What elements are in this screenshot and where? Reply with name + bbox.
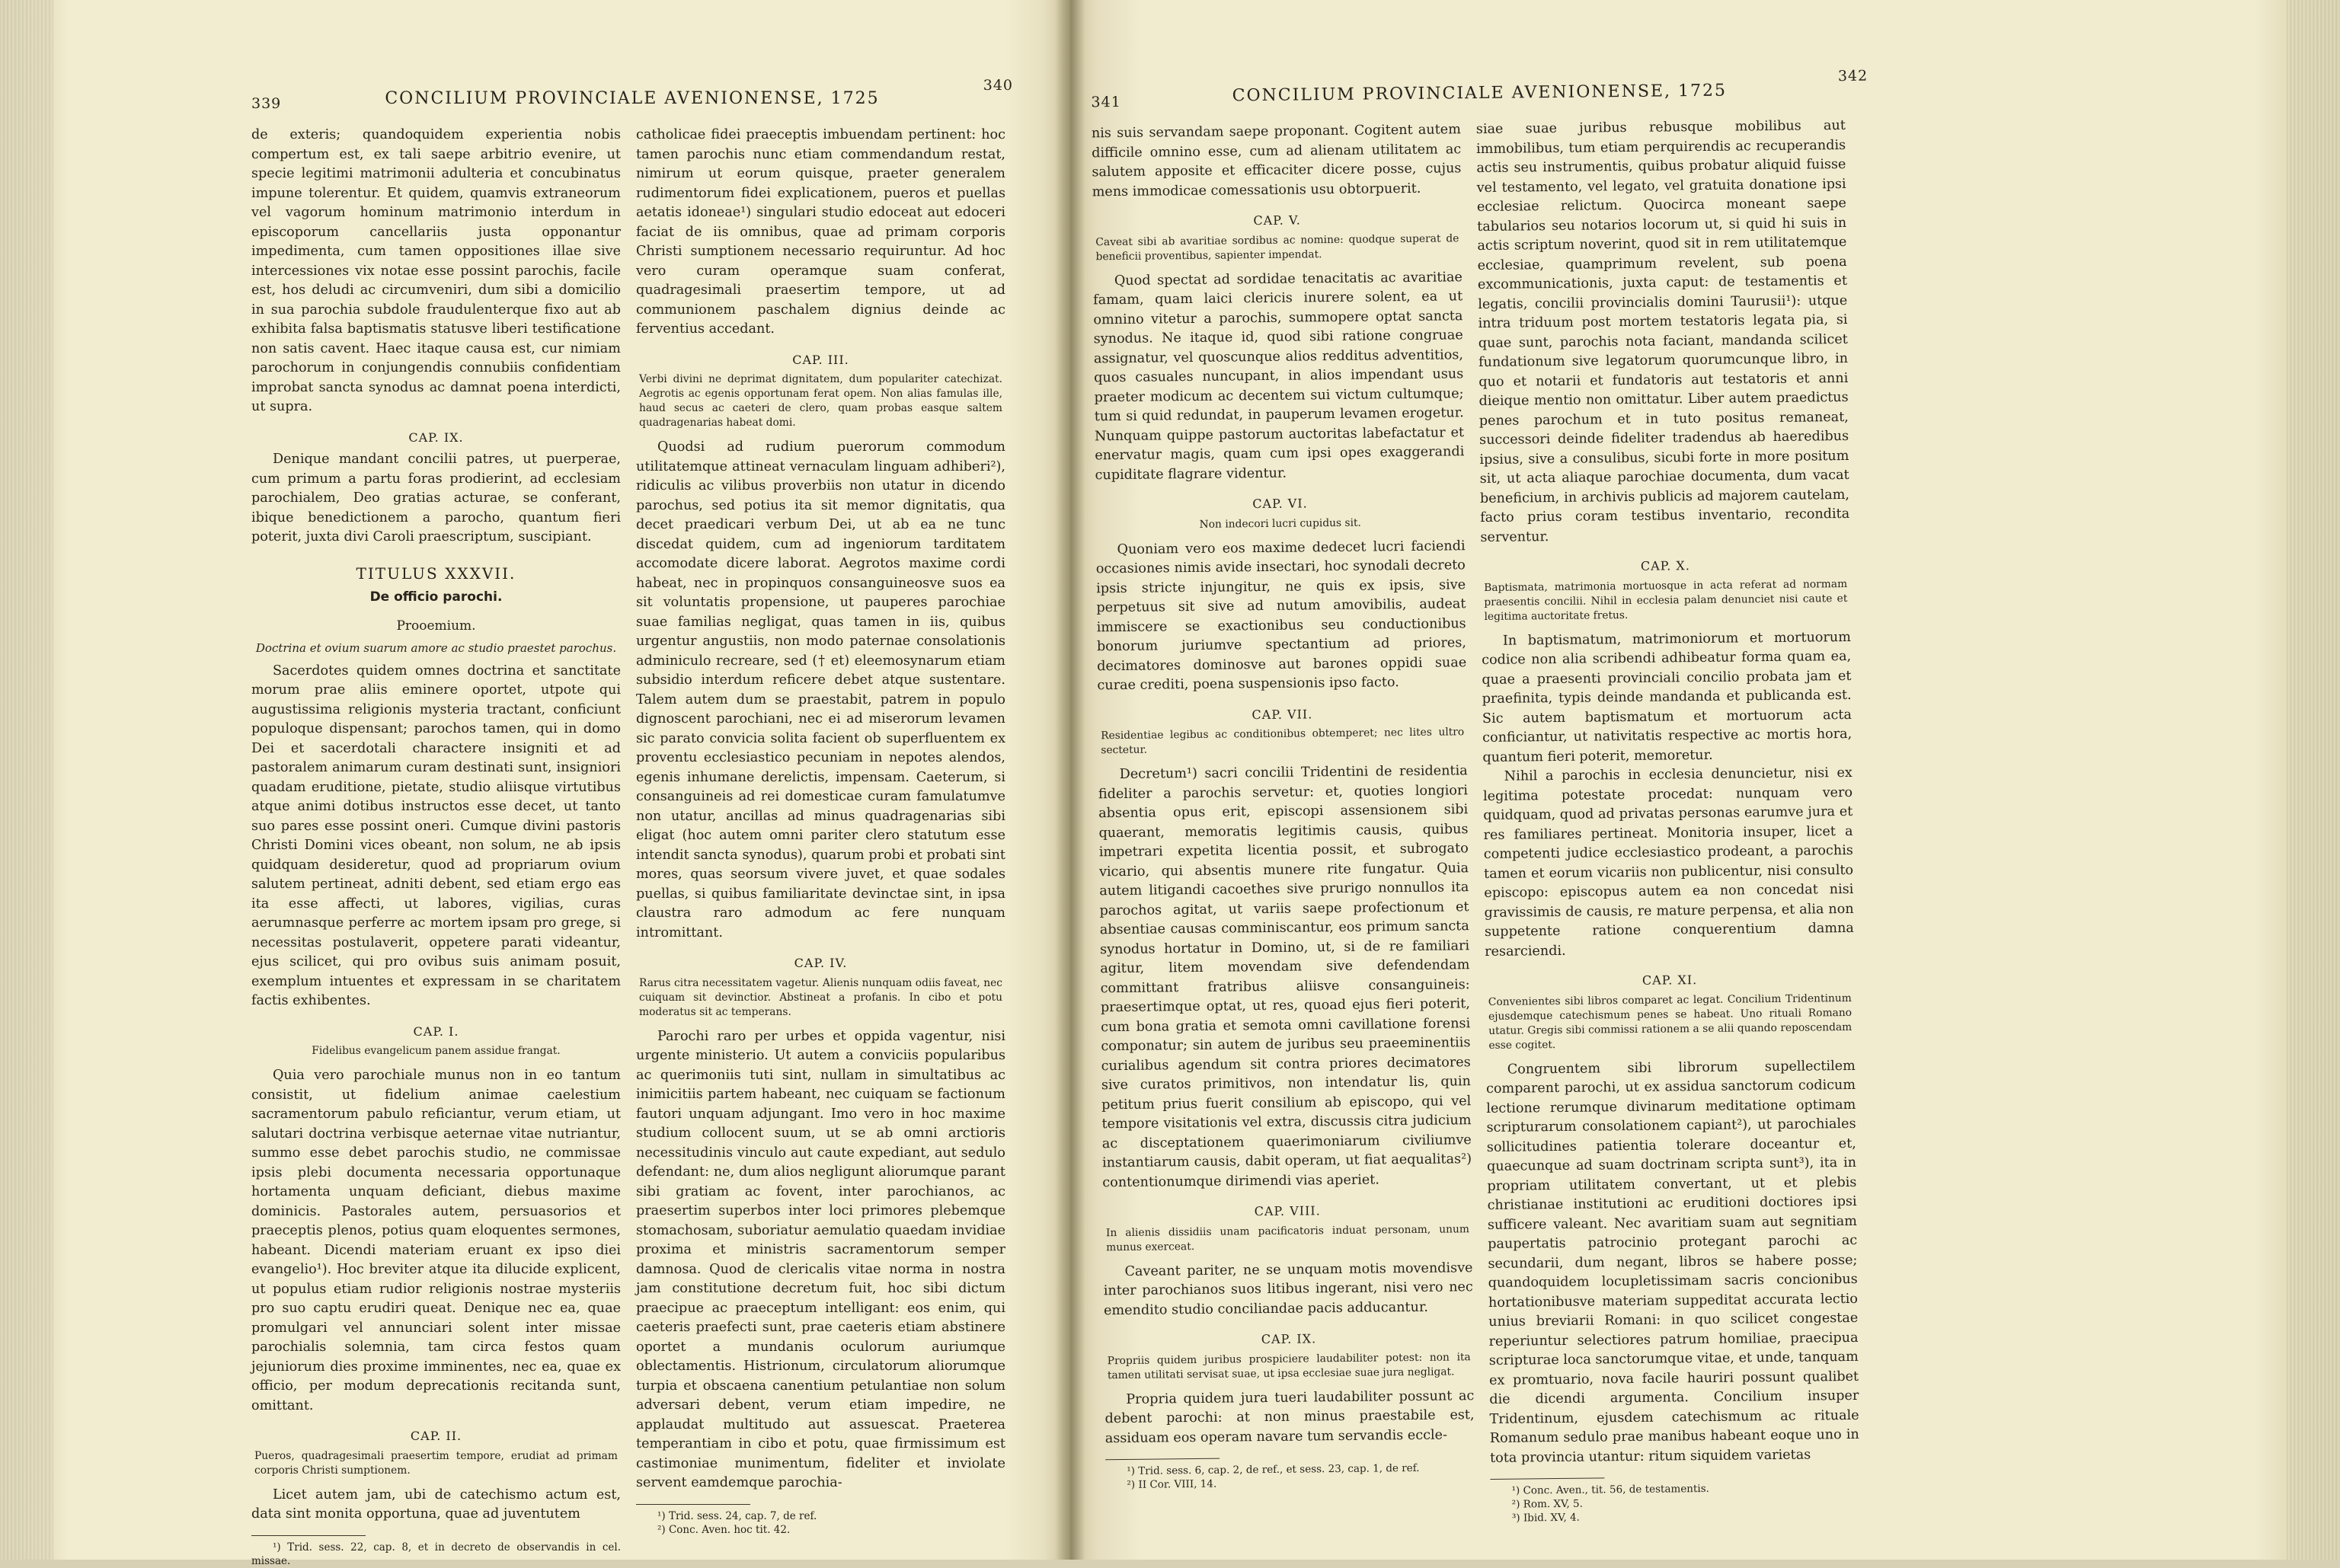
chapter-heading: CAP. I.: [413, 1024, 459, 1039]
page-number: 341: [1091, 93, 1121, 111]
right-page: [1091, 63, 1883, 1525]
chapter-heading: CAP. II.: [410, 1429, 462, 1443]
chapter-summary: Fidelibus evangelicum panem assidue frangat.: [312, 1045, 561, 1057]
prooemium-motto: Doctrina et ovium suarum amore ac studio praestet parochus.: [255, 641, 617, 655]
chapter-heading: CAP. VII.: [1252, 706, 1313, 722]
footnote: ¹) Conc. Aven., tit. 56, de testamentis.: [1511, 1482, 1710, 1497]
chapter-heading: CAP. VI.: [1252, 496, 1308, 512]
chapter-summary: Rarus citra necessitatem vagetur. Alienis nunquam odiis faveat, nec cuiquam sit devinctior. Abstineat a profanis. In cibo et potu moderatus sit ac temperans.: [639, 976, 1002, 1018]
paragraph: de exteris; quandoquidem experientia nobis compertum est, ex tali saepe arbitrio evenire, ut specie legitimi matrimonii adulteria et concubinatus impune tolerentur. Et quidem, quamvis extraneorum vel vagorum hominum matrimonio interdum in episcoporum cancellariis justa opponantur impedimenta, cum tamen oppositiones illae sive intercessiones vix notae esse possint parochis, facile est, hos deludi ac circumveniri, dum sibi a domicilio in sua parochia subdole fraudulenterque fixo aut ab exhibita falsa baptismatis statusve liberi testificatione non satis cavent. Haec itaque causa est, cur nimiam parochorum in conjungendis connubiis confidentiam improbat sancta synodus ac damnat poena interdicti, ut supra.: [251, 127, 621, 414]
footnote-rule: [636, 1504, 750, 1505]
chapter-heading: CAP. X.: [1640, 558, 1690, 573]
paragraph: Sacerdotes quidem omnes doctrina et sanctitate morum prae aliis eminere oportet, utpote qui augustissima religionis mysteria tractant, conficiunt populoque dispensant; parochos tamen, qui in domo Dei et sacerdotali charactere insigniti et ad pastoralem animarum curam destinati sunt, insigniori quadam eruditione, pietate, studio aliisque virtutibus atque animi dotibus instructos esse decet, ut tanto suo pares esse possint oneri. Cumque divini pastoris Christi Domini vices obeant, non solum, ne ab ipsis quidquam desideretur, quod ad propriarum ovium salutem pertineat, adniti debent, sed etiam ergo eas ita esse affecti, ut labores, vigilias, curas aerumnasque perferre ac mortem ipsam pro grege, si necessitas postulaverit, oppetere parati videantur, ejus scilicet, qui pro ovibus suis animam posuit, exemplum intuentes et expressam in se charitatem factis exhibentes.: [251, 663, 621, 1008]
chapter-heading: CAP. V.: [1253, 212, 1301, 228]
footnote: ²) II Cor. VIII, 14.: [1127, 1477, 1217, 1491]
running-head: [1091, 63, 1868, 117]
paragraph: Quoniam vero eos maxime dedecet lucri faciendi occasiones nimis avide insectari, hoc synodali decreto ipsis stricte injungitur, ne quis ex ipsis, sive perpetuus sit sive ad nutum amovibilis, audeat immiscere se exactionibus seu conductionibus bonorum juriumve spectantium ad priores, decimatores dominosve aut barones oppidi suae curae crediti, poena suspensionis ipso facto.: [1095, 538, 1467, 694]
section-subtitle: De officio parochi.: [369, 589, 503, 605]
paragraph: Licet autem jam, ubi de catechismo actum est, data sint monita opportuna, quae ad juventutem: [251, 1487, 621, 1522]
chapter-summary: Baptismata, matrimonia mortuosque in acta referat ad normam praesentis concilii. Nihil in ecclesia palam denunciet nisi caute et legitima auctoritate fretus.: [1484, 577, 1848, 623]
chapter-heading: CAP. III.: [792, 352, 849, 367]
footnote-rule: [1490, 1477, 1604, 1480]
chapter-summary: Propriis quidem juribus prospiciere laudabiliter potest: non ita tamen utilitati servisat suae, ut ipsa ecclesiae suae jura negligat.: [1107, 1350, 1471, 1381]
section-title: TITULUS XXXVII.: [356, 564, 516, 583]
prooemium-heading: Prooemium.: [396, 618, 476, 634]
book-gutter: [1055, 0, 1085, 1560]
paragraph: Decretum¹) sacri concilii Tridentini de residentia fideliter a parochis servetur: et, quoties longiori absentia opus erit, episcopi assensionem sibi quaerant, memoratis legitimis causis, quibus impetrari expetita licentia possit, et subrogato vicario, qui absentis munere rite fungatur. Quia autem litigandi cacoethes sive prurigo nonnullos ita parochos agitat, ut variis saepe profectionum et absentiae causas comminiscantur, eos primum sancta synodus hortatur in Domino, ut, si de re familiari agitur, litem movendam sive defendendam committant fratribus aliisve consanguineis: praesertimque optat, ut res, quoad ejus fieri poterit, cum bona gratia et semota omni cavillatione forensi componatur; sin autem de juribus seu praeeminentiis curialibus agendum sit contra priores decimatores sive curatos primitivos, non intendatur lis, quin petitum prius fuerit consilium ab episcopo, qui vel tempore visitationis vel extra, discussis citra judicium ac disceptationem quaerimoniarum civiliumve instantiarum causis, dabit operam, ut fiat aequalitas²) contentionumque dirimendi vias aperiet.: [1098, 763, 1472, 1190]
chapter-summary: Residentiae legibus ac conditionibus obtemperet; nec lites ultro sectetur.: [1101, 726, 1465, 757]
footnote: ³) Ibid. XV, 4.: [1511, 1511, 1580, 1525]
left-page: [251, 72, 1013, 1567]
paragraph: Quia vero parochiale munus non in eo tantum consistit, ut fidelium animae caelestium sacramentorum pabulo reficiantur, verum etiam, ut salutari doctrina verbisque aeternae vitae nutriantur, summo esse debet parochis studio, ne commissae ipsis plebi documenta necessaria opportunaque hortamenta unquam deficiant, diebus maxime dominicis. Pastorales autem, persuasorios et praeceptis plenos, potius quam eloquentes sermones, habeant. Dicendi materiam eruant ex ipso diei evangelio¹). Hoc breviter atque ita dilucide explicent, ut populus etiam rudior religionis nostrae mysteriis pro suo captu erudiri queat. Denique nec ea, quae promulgari vel annunciari solent inter missae parochialis solemnia, tam circa festos quam jejuniorum dies proxime imminentes, nec ea, quae ex officio, per modum deprecationis recitanda sunt, omittant.: [251, 1068, 621, 1413]
chapter-summary: Non indecori lucri cupidus sit.: [1199, 516, 1361, 531]
paragraph: In baptismatum, matrimoniorum et mortuorum codice non alia scribendi adhibeatur forma quam ea, quae a praesenti provinciali concilio probata jam et praefinita, typis deinde mandanda et publicanda est. Sic autem baptismatum et mortuorum acta conficiantur, ut nativitatis respective ac mortis hora, quantum fieri poterit, memoretur.: [1482, 629, 1852, 765]
footnote: ¹) Trid. sess. 22, cap. 8, et in decreto de observandis in cel. missae.: [251, 1541, 621, 1567]
chapter-heading: CAP. IX.: [408, 430, 464, 445]
chapter-heading: CAP. IV.: [794, 956, 848, 970]
page-number: 339: [251, 95, 282, 112]
chapter-heading: CAP. VIII.: [1254, 1203, 1321, 1219]
chapter-summary: In alienis dissidiis unam pacificatoris induat personam, unum munus exerceat.: [1105, 1222, 1470, 1253]
page-edges-right: [2287, 0, 2340, 1560]
page-number: 342: [1837, 67, 1868, 85]
column-right: [1476, 117, 1860, 1525]
paragraph: Parochi raro per urbes et oppida vagentur, nisi urgente ministerio. Ut autem a conviciis popularibus ac querimoniis tuti sint, nullam in simultatibus ac inimicitiis partem habeant, nec cuiquam se factionum fautori unquam adjungant. Imo vero in hoc maxime studium collocent suum, ut se ab omni arctioris necessitudinis vinculo aut caute expediant, aut sedulo defendant: ne, dum alios negligunt aliorumque parant sibi gratiam ac fovent, inter parochianos, ac praesertim superbos inter loci primores plebemque stomachosam, suboriatur aemulatio quaedam invidiae proxima et ministris sacramentorum semper damnosa. Quod de clericalis vitae norma in nostra jam constitutione decretum fuit, hoc sibi dictum praecipue ac praeceptum intelligant: eos enim, qui caeteris praefecti sunt, prae caeteris etiam abstinere oportet a mundanis oculorum auriumque oblectamentis. Histrionum, circulatorum aliorumque turpia et obscaena canentium petulantiae non solum adversari debent, verum etiam impedire, ne applaudat multitudo aut assuescat. Praeterea temperantiam in cibo et potu, quae firmissimum est castimoniae munimentum, fideliter et inviolate servent eamdemque parochia-: [636, 1028, 1005, 1490]
paragraph: Congruentem sibi librorum supellectilem comparent parochi, ut ex assidua sanctorum codicum lectione rerumque divinarum meditatione optimam scripturarum consolationem capiant²), ut parochiales sollicitudines patientia tolerare doceantur et, quaecunque ad suam doctrinam scripta sunt³), ita in propriam utilitatem convertant, ut et plebis christianae institutioni ac eruditioni doctiores ipsi sufficere valeant. Nec avaritiam suam aut segnitiam paupertatis patrocinio protegant parochi ac secundarii, dum negant, libros se habere posse; quandoquidem locupletissimam sacris concionibus hortationibusve materiam suppeditat accurata lectio unius breviarii Romani: in quo scilicet congestae reperiuntur selectiores patrum homiliae, praecipua scripturae loca sanctorumque vitae, et unde, tanquam ex promtuario, nova facile hauriri possunt qualibet die dicendi argumenta. Concilium insuper Tridentinum, ejusdem catechismum ac rituale Romanum sedulo prae manibus habeant eoque uno in tota provincia utantur: ritum siquidem varietas: [1485, 1058, 1859, 1466]
paragraph: Quod spectat ad sordidae tenacitatis ac avaritiae famam, quam laici clericis inurere solent, ea ut omnino vitetur a parochis, summopere optat sancta synodus. Ne itaque id, quod sibi ratione congruae assignatur, vel quoscunque alios redditus adventitios, quos casuales nuncupant, in alios impendant usus praeter modicum ac decentem sui victum cultumque; tum si quid redundat, in pauperum levamen erogetur. Nunquam quippe pastorum auctoritas labefactatur et enervatur magis, quam cum ipsi opes exaggerandi cupiditate flagrare videntur.: [1093, 269, 1465, 483]
footnote: ¹) Trid. sess. 6, cap. 2, de ref., et sess. 23, cap. 1, de ref.: [1127, 1461, 1420, 1477]
running-head: [251, 72, 1013, 118]
text-columns: [251, 126, 1013, 1567]
chapter-summary: Convenientes sibi libros comparet ac legat. Concilium Tridentinum ejusdemque catechismum penes se habeat. Uno rituali Romano utatur. Gregis sibi commissi rationem a se alii quando reposcendam esse cogitet.: [1488, 992, 1852, 1052]
paragraph: Denique mandant concilii patres, ut puerperae, cum primum a partu foras prodierint, ad ecclesiam parochialem, Deo gratias acturae, se conferant, ibique benedictionem a parocho, quantum fieri poterit, juxta divi Caroli praescriptum, suscipiant.: [251, 452, 621, 544]
chapter-heading: CAP. IX.: [1261, 1331, 1317, 1347]
chapter-summary: Caveat sibi ab avaritiae sordibus ac nomine: quodque superat de beneficii proventibus, sapienter impendat.: [1095, 232, 1459, 263]
footnote: ²) Rom. XV, 5.: [1511, 1497, 1583, 1511]
chapter-summary: Pueros, quadragesimali praesertim tempore, erudiat ad primam corporis Christi sumptionem.: [254, 1449, 618, 1477]
paragraph: Quodsi ad rudium puerorum commodum utilitatemque attineat vernaculam linguam adhiberi²), ridiculis ac vilibus proverbiis non utatur in dicendo parochus, sed potius ita sit memor dignitatis, qua decet praedicari verbum Dei, ut ab ea ne tunc discedat quidem, cum ad ingeniorum tarditatem accomodate dicere laborat. Aegrotos maxime cordi habeat, nec in propinquos consanguineosve suos ea sit voluntatis propensione, ut pauperes parochiae suae familias negligat, quas tamen in iis, quibus urgentur angustiis, non modo paternae consolationis adminiculo recreare, sed († et) eleemosynarum etiam subsidio interdum reficere debet atque sustentare. Talem autem dum se praestabit, patrem in populo dignoscent parochiani, nec ei ad miserorum levamen sic parato convicia solita facient ob superfluentem ex proventu ecclesiastico pecuniam in nepotes alendos, egenis inhumane derelictis, impensam. Caeterum, si consanguineis ad rei domesticae curam famulatumve non utatur, ancillas ad minus quadragenarias sibi eligat (hoc autem omni pariter clero statutum esse intendit sancta synodus), quarum probi et probati sint mores, quas seorsum vivere juvet, et quae sodales puellas, si quibus familiaritate devinctae sint, in ipsa claustra raro admodum ac fere nunquam intromittant.: [636, 439, 1005, 940]
paragraph: Caveant pariter, ne se unquam motis movendisve inter parochianos suos litibus ingerant, nisi vero nec emendito studio conciliandae pacis adducantur.: [1103, 1260, 1473, 1318]
chapter-heading: CAP. XI.: [1642, 972, 1698, 988]
footnote: ²) Conc. Aven. hoc tit. 42.: [657, 1523, 791, 1536]
running-title: CONCILIUM PROVINCIALE AVENIONENSE, 1725: [1232, 81, 1728, 106]
text-columns: [1091, 117, 1883, 1525]
paragraph: Nihil a parochis in ecclesia denuncietur, nisi ex legitima potestate procedat: nunquam vero quidquam, quod ad privatas personas earumve jura et res familiares pertineat. Monitoria insuper, licet a competenti judice ecclesiastico prodeant, a parochis tamen et eorum vicariis non publicentur, nisi consulto episcopo: episcopus autem ea non concedat nisi gravissimis de causis, re mature perpensa, et alia non suppetente ratione conquerentium damna resarciendi.: [1482, 765, 1854, 960]
page-edges-left: [0, 0, 53, 1560]
column-right: [636, 126, 1005, 1537]
footnote-rule: [251, 1535, 366, 1536]
paragraph: nis suis servandam saepe proponant. Cogitent autem difficile omnino esse, cum ad alienam utilitatem ac salutem apposite et efficaciter dicere posse, cujus mens immodicae comessationis usu obtorpuerit.: [1091, 122, 1462, 200]
footnote-rule: [1105, 1458, 1220, 1461]
paragraph: Propria quidem jura tueri laudabiliter possunt ac debent parochi: at non minus praestabile est, assiduam eos operam navare tum servandis eccle-: [1104, 1388, 1475, 1446]
footnote: ¹) Trid. sess. 24, cap. 7, de ref.: [657, 1509, 817, 1522]
running-title: CONCILIUM PROVINCIALE AVENIONENSE, 1725: [385, 89, 880, 108]
column-left: [251, 126, 621, 1568]
column-left: [1092, 120, 1475, 1492]
page-number: 340: [983, 77, 1013, 94]
paragraph: catholicae fidei praeceptis imbuendam pertinent: hoc tamen parochis nunc etiam commendandum restat, nimirum ut eorum quisque, praeter generalem rudimentorum fidei explicationem, pueros et puellas aetatis idoneae¹) singulari studio edoceat aut edoceri faciat de iis omnibus, quae ad primam corporis Christi sumptionem necessario requiruntur. Ad hoc vero curam operamque suam conferat, quadragesimali praesertim tempore, ut ad communionem paschalem dignius deinde ac ferventius accedant.: [636, 127, 1005, 337]
paragraph: siae suae juribus rebusque mobilibus aut immobilibus, tum etiam perquirendis ac recuperandis actis seu instrumentis, quibus probatur aliquid fuisse vel testamento, vel legato, vel gratuita donatione ipsi ecclesiae relictum. Quocirca moneant saepe tabularios seu notarios locorum ut, si quid hi suis in actis scriptum noverint, quod sit in rem utilitatemque ecclesiae, quamprimum revelent, sub poena excommunicationis, juxta caput: de testamentis et legatis, concilii provincialis domini Taurusii¹): utque intra triduum post mortem testatoris legata pia, si quae sunt, parochis nota faciant, mandanda scilicet fundationum sive legatorum quorumcunque libro, in quo et notarii et fundatoris aut testatoris et anni dieique mentio non omittatur. Liber autem praedictus penes parochum et in tuto positus remaneat, successori deinde fideliter tradendus ab haeredibus ipsius, sive a consulibus, sicubi forte in more positum sit, ut acta aliaque parochiae documenta, dum vacat beneficium, in archivis publicis ad majorem cautelam, facto prius coram testibus inventario, recondita serventur.: [1475, 117, 1850, 545]
chapter-summary: Verbi divini ne deprimat dignitatem, dum populariter catechizat. Aegrotis ac egenis opportunam ferat opem. Non alias famulas ille, haud secus ac caeteri de clero, quam probas easque saltem quadragenarias habeat domi.: [639, 373, 1002, 429]
